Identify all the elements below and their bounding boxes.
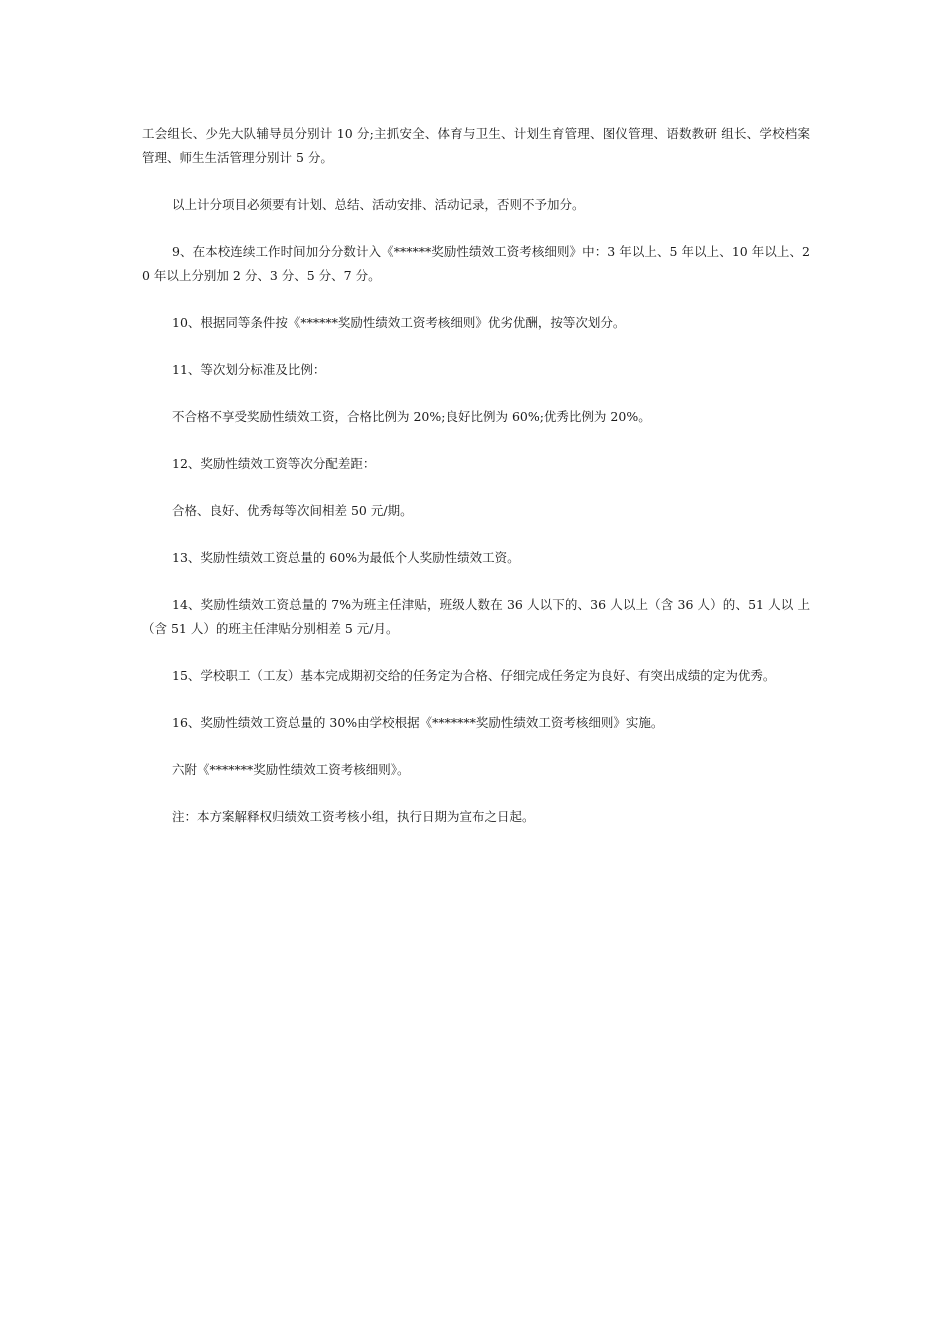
paragraph-13: 六附《*******奖励性绩效工资考核细则》。 [172,762,410,777]
document-body [142,122,810,852]
paragraph-11: 15、学校职工（工友）基本完成期初交给的任务定为合格、仔细完成任务定为良好、有突出成绩的定为优秀。 [172,668,776,683]
paragraph-10: 14、奖励性绩效工资总量的 7%为班主任津贴，班级人数在 36 人以下的、36 人以上（含 36 人）的、51 人以 上（含 51 人）的班主任津贴分别相差 5 元/月。 [142,597,810,636]
paragraph-1: 工会组长、少先大队辅导员分别计 10 分;主抓安全、体育与卫生、计划生育管理、图仪管理、语数教研 组长、学校档案管理、师生生活管理分别计 5 分。 [142,126,810,165]
paragraph-5: 11、等次划分标准及比例： [172,362,326,377]
paragraph-6: 不合格不享受奖励性绩效工资，合格比例为 20%;良好比例为 60%;优秀比例为 20%。 [172,409,651,424]
paragraph-4: 10、根据同等条件按《******奖励性绩效工资考核细则》优劣优酬，按等次划分。 [172,315,626,330]
paragraph-12: 16、奖励性绩效工资总量的 30%由学校根据《*******奖励性绩效工资考核细则》实施。 [172,715,664,730]
paragraph-14: 注：本方案解释权归绩效工资考核小组，执行日期为宣布之日起。 [172,809,535,824]
paragraph-2: 以上计分项目必须要有计划、总结、活动安排、活动记录，否则不予加分。 [172,197,585,212]
paragraph-3: 9、在本校连续工作时间加分分数计入《******奖励性绩效工资考核细则》中：3 年以上、5 年以上、10 年以上、20 年以上分别加 2 分、3 分、5 分、7 分。 [142,244,810,283]
paragraph-7: 12、奖励性绩效工资等次分配差距： [172,456,376,471]
paragraph-9: 13、奖励性绩效工资总量的 60%为最低个人奖励性绩效工资。 [172,550,520,565]
paragraph-8: 合格、良好、优秀每等次间相差 50 元/期。 [172,503,413,518]
